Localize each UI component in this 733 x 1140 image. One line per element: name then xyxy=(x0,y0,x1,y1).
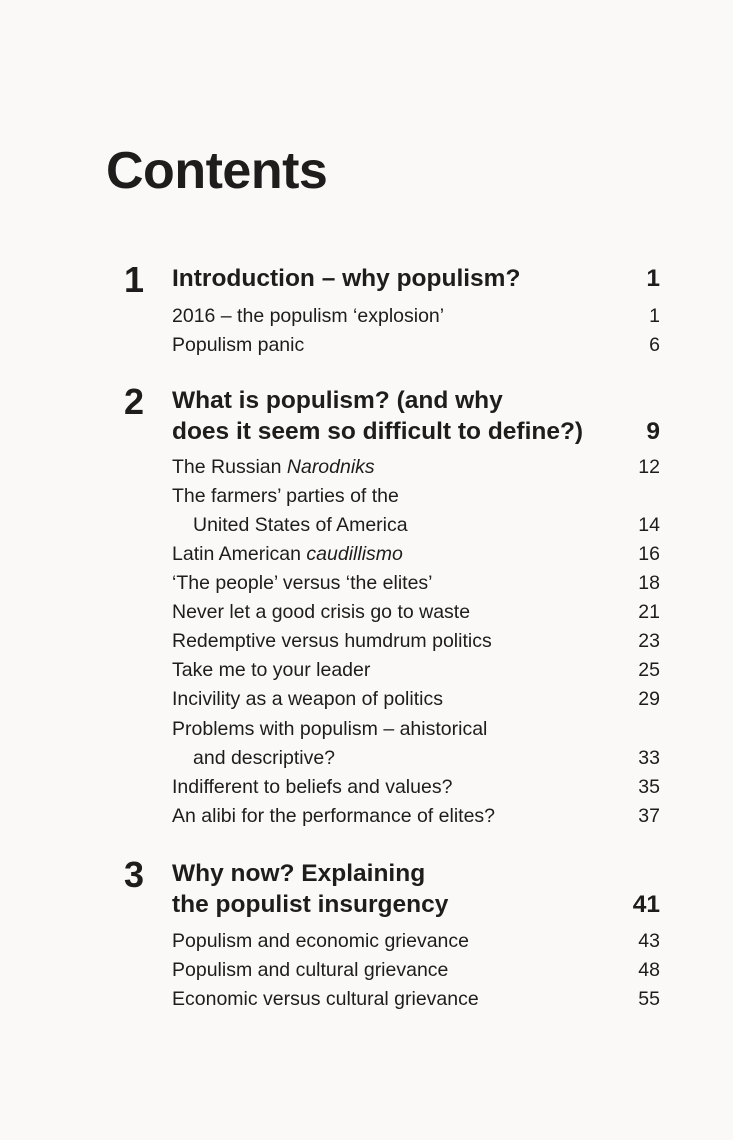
section-title[interactable]: Populism panic xyxy=(172,334,305,356)
section-title[interactable]: Redemptive versus humdrum politics xyxy=(172,630,492,652)
section-title[interactable]: An alibi for the performance of elites? xyxy=(172,805,496,827)
chapter-number: 2 xyxy=(124,381,145,422)
section-page-number[interactable]: 1 xyxy=(649,305,660,327)
section-title[interactable]: ‘The people’ versus ‘the elites’ xyxy=(172,572,433,594)
section-page-number[interactable]: 33 xyxy=(638,747,660,769)
section-title[interactable] xyxy=(172,453,375,482)
section-page-number[interactable]: 12 xyxy=(638,456,660,478)
section-title-line-1[interactable]: Problems with populism – ahistorical xyxy=(172,718,488,740)
section-title-line-2[interactable]: United States of America xyxy=(193,514,408,536)
section-page-number[interactable]: 18 xyxy=(638,572,660,594)
section-page-number[interactable]: 25 xyxy=(638,659,660,681)
chapter-number: 3 xyxy=(124,854,145,895)
chapter-page-number[interactable]: 41 xyxy=(632,891,660,918)
section-title[interactable]: Incivility as a weapon of politics xyxy=(172,688,443,710)
chapter-title-line-1[interactable]: Why now? Explaining xyxy=(172,860,426,887)
section-title[interactable]: Indifferent to beliefs and values? xyxy=(172,776,453,798)
section-title[interactable]: Populism and cultural grievance xyxy=(172,959,449,981)
section-title[interactable]: Take me to your leader xyxy=(172,659,371,681)
section-page-number[interactable]: 48 xyxy=(638,959,660,981)
section-title-prefix: Latin American xyxy=(172,543,307,565)
section-title-italic: caudillismo xyxy=(306,543,403,565)
section-title-italic: Narodniks xyxy=(286,456,375,478)
section-title[interactable] xyxy=(172,540,403,569)
section-title[interactable]: Economic versus cultural grievance xyxy=(172,988,479,1010)
chapter-number: 1 xyxy=(124,259,145,300)
section-title[interactable]: 2016 – the populism ‘explosion’ xyxy=(172,305,445,327)
page-title: Contents xyxy=(106,142,328,200)
section-title-line-1[interactable]: The farmers’ parties of the xyxy=(172,485,399,507)
chapter-title[interactable]: Introduction – why populism? xyxy=(172,265,521,292)
section-page-number[interactable]: 21 xyxy=(638,601,660,623)
section-page-number[interactable]: 35 xyxy=(638,776,660,798)
chapter-title-line-2[interactable]: the populist insurgency xyxy=(172,891,449,918)
section-title-prefix: The Russian xyxy=(172,456,287,478)
chapter-title-line-1[interactable]: What is populism? (and why xyxy=(172,387,503,414)
section-page-number[interactable]: 14 xyxy=(638,514,660,536)
chapter-title-line-2[interactable]: does it seem so difficult to define?) xyxy=(172,418,584,445)
chapter-page-number[interactable]: 1 xyxy=(646,265,660,292)
section-title[interactable]: Never let a good crisis go to waste xyxy=(172,601,471,623)
section-page-number[interactable]: 43 xyxy=(638,930,660,952)
chapter-page-number[interactable]: 9 xyxy=(646,418,660,445)
section-page-number[interactable]: 16 xyxy=(638,543,660,565)
section-page-number[interactable]: 6 xyxy=(649,334,660,356)
section-page-number[interactable]: 29 xyxy=(638,688,660,710)
section-title[interactable]: Populism and economic grievance xyxy=(172,930,469,952)
section-title-line-2[interactable]: and descriptive? xyxy=(193,747,336,769)
section-page-number[interactable]: 55 xyxy=(638,988,660,1010)
section-page-number[interactable]: 23 xyxy=(638,630,660,652)
section-page-number[interactable]: 37 xyxy=(638,805,660,827)
